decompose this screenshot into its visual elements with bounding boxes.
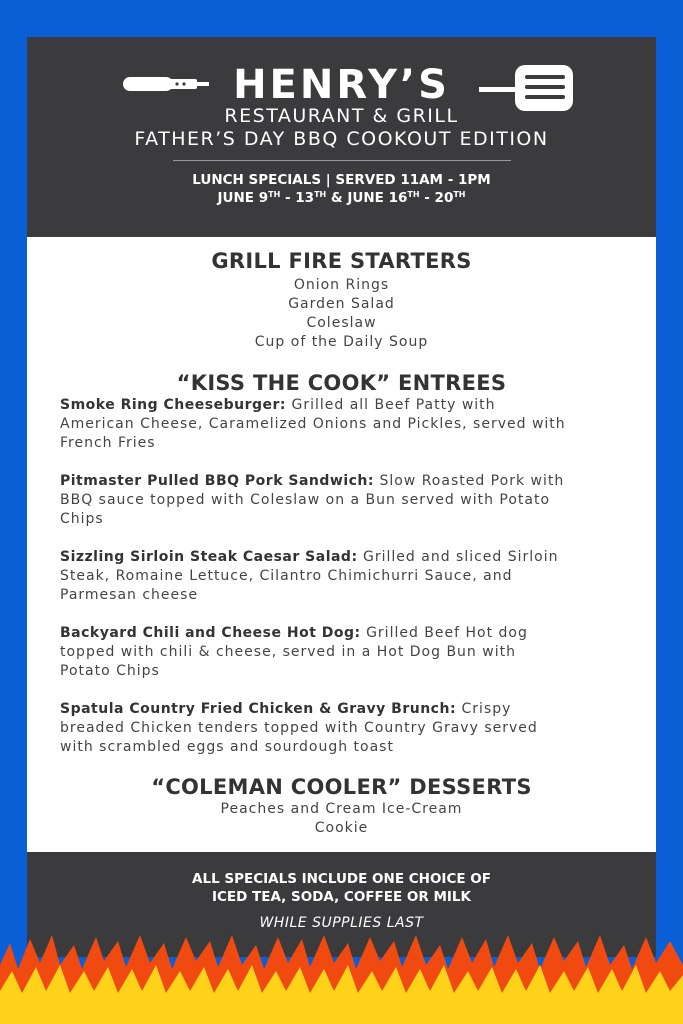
starters-list xyxy=(27,276,656,352)
footer-note: WHILE SUPPLIES LAST xyxy=(259,915,424,931)
entrees-title: “KISS THE COOK” ENTREES xyxy=(176,371,507,395)
entree-name: Sizzling Sirloin Steak Caesar Salad: xyxy=(60,549,358,565)
desserts-list xyxy=(27,800,656,838)
entree-name: Pitmaster Pulled BBQ Pork Sandwich: xyxy=(60,473,375,489)
date-part: - 20 xyxy=(419,190,454,206)
starters-title: GRILL FIRE STARTERS xyxy=(211,249,472,273)
entree-desc: American Cheese, Caramelized Onions and Pickles, served with xyxy=(60,416,566,432)
entree-desc: Steak, Romaine Lettuce, Cilantro Chimichurri Sauce, and xyxy=(60,568,513,584)
entree-name: Backyard Chili and Cheese Hot Dog: xyxy=(60,625,361,641)
list-item: Coleslaw xyxy=(306,315,377,331)
flames-icon xyxy=(0,935,683,1024)
date-suffix: TH xyxy=(314,190,327,199)
date-suffix: TH xyxy=(268,190,281,199)
edition-title: FATHER’S DAY BBQ COOKOUT EDITION xyxy=(134,128,549,150)
entree-name: Smoke Ring Cheeseburger: xyxy=(60,397,287,413)
entree-desc: with scrambled eggs and sourdough toast xyxy=(60,739,394,755)
entree-item xyxy=(60,548,630,605)
entree-item xyxy=(60,472,630,529)
date-suffix: TH xyxy=(407,190,420,199)
list-item: Peaches and Cream Ice-Cream xyxy=(220,801,463,817)
entree-desc: BBQ sauce topped with Coleslaw on a Bun served with Potato xyxy=(60,492,551,508)
brand-row xyxy=(27,59,656,109)
list-item: Onion Rings xyxy=(293,277,390,293)
entree-desc: Chips xyxy=(60,511,104,527)
brand-name: HENRY’S xyxy=(233,62,450,108)
entree-name: Spatula Country Fried Chicken & Gravy Brunch: xyxy=(60,701,457,717)
menu-header xyxy=(27,37,656,237)
entree-desc: Grilled Beef Hot dog xyxy=(360,625,528,641)
entree-desc: Grilled all Beef Patty with xyxy=(286,397,496,413)
entree-desc: Grilled and sliced Sirloin xyxy=(357,549,559,565)
entree-desc: breaded Chicken tenders topped with Country Gravy served xyxy=(60,720,538,736)
service-hours: LUNCH SPECIALS | SERVED 11AM - 1PM xyxy=(192,172,491,188)
entree-desc: French Fries xyxy=(60,435,156,451)
footer-line: ALL SPECIALS INCLUDE ONE CHOICE OF xyxy=(192,871,491,887)
restaurant-subtitle: RESTAURANT & GRILL xyxy=(224,105,459,127)
service-dates xyxy=(27,190,656,206)
date-part: - 13 xyxy=(280,190,315,206)
footer-line: ICED TEA, SODA, COFFEE OR MILK xyxy=(211,889,471,905)
entree-desc: Crispy xyxy=(456,701,512,717)
list-item: Garden Salad xyxy=(288,296,395,312)
entree-desc: Slow Roasted Pork with xyxy=(374,473,565,489)
header-divider xyxy=(173,160,511,161)
list-item: Cookie xyxy=(314,820,369,836)
date-suffix: TH xyxy=(453,190,466,199)
date-part: JUNE 9 xyxy=(217,190,269,206)
entree-desc: topped with chili & cheese, served in a Hot Dog Bun with xyxy=(60,644,516,660)
entree-item xyxy=(60,624,630,681)
date-part: & JUNE 16 xyxy=(326,190,408,206)
entree-desc: Potato Chips xyxy=(60,663,160,679)
entree-item xyxy=(60,396,630,453)
entree-item xyxy=(60,700,630,757)
menu-card xyxy=(27,37,656,957)
entree-desc: Parmesan cheese xyxy=(60,587,199,603)
desserts-title: “COLEMAN COOLER” DESSERTS xyxy=(151,775,532,799)
list-item: Cup of the Daily Soup xyxy=(254,334,429,350)
